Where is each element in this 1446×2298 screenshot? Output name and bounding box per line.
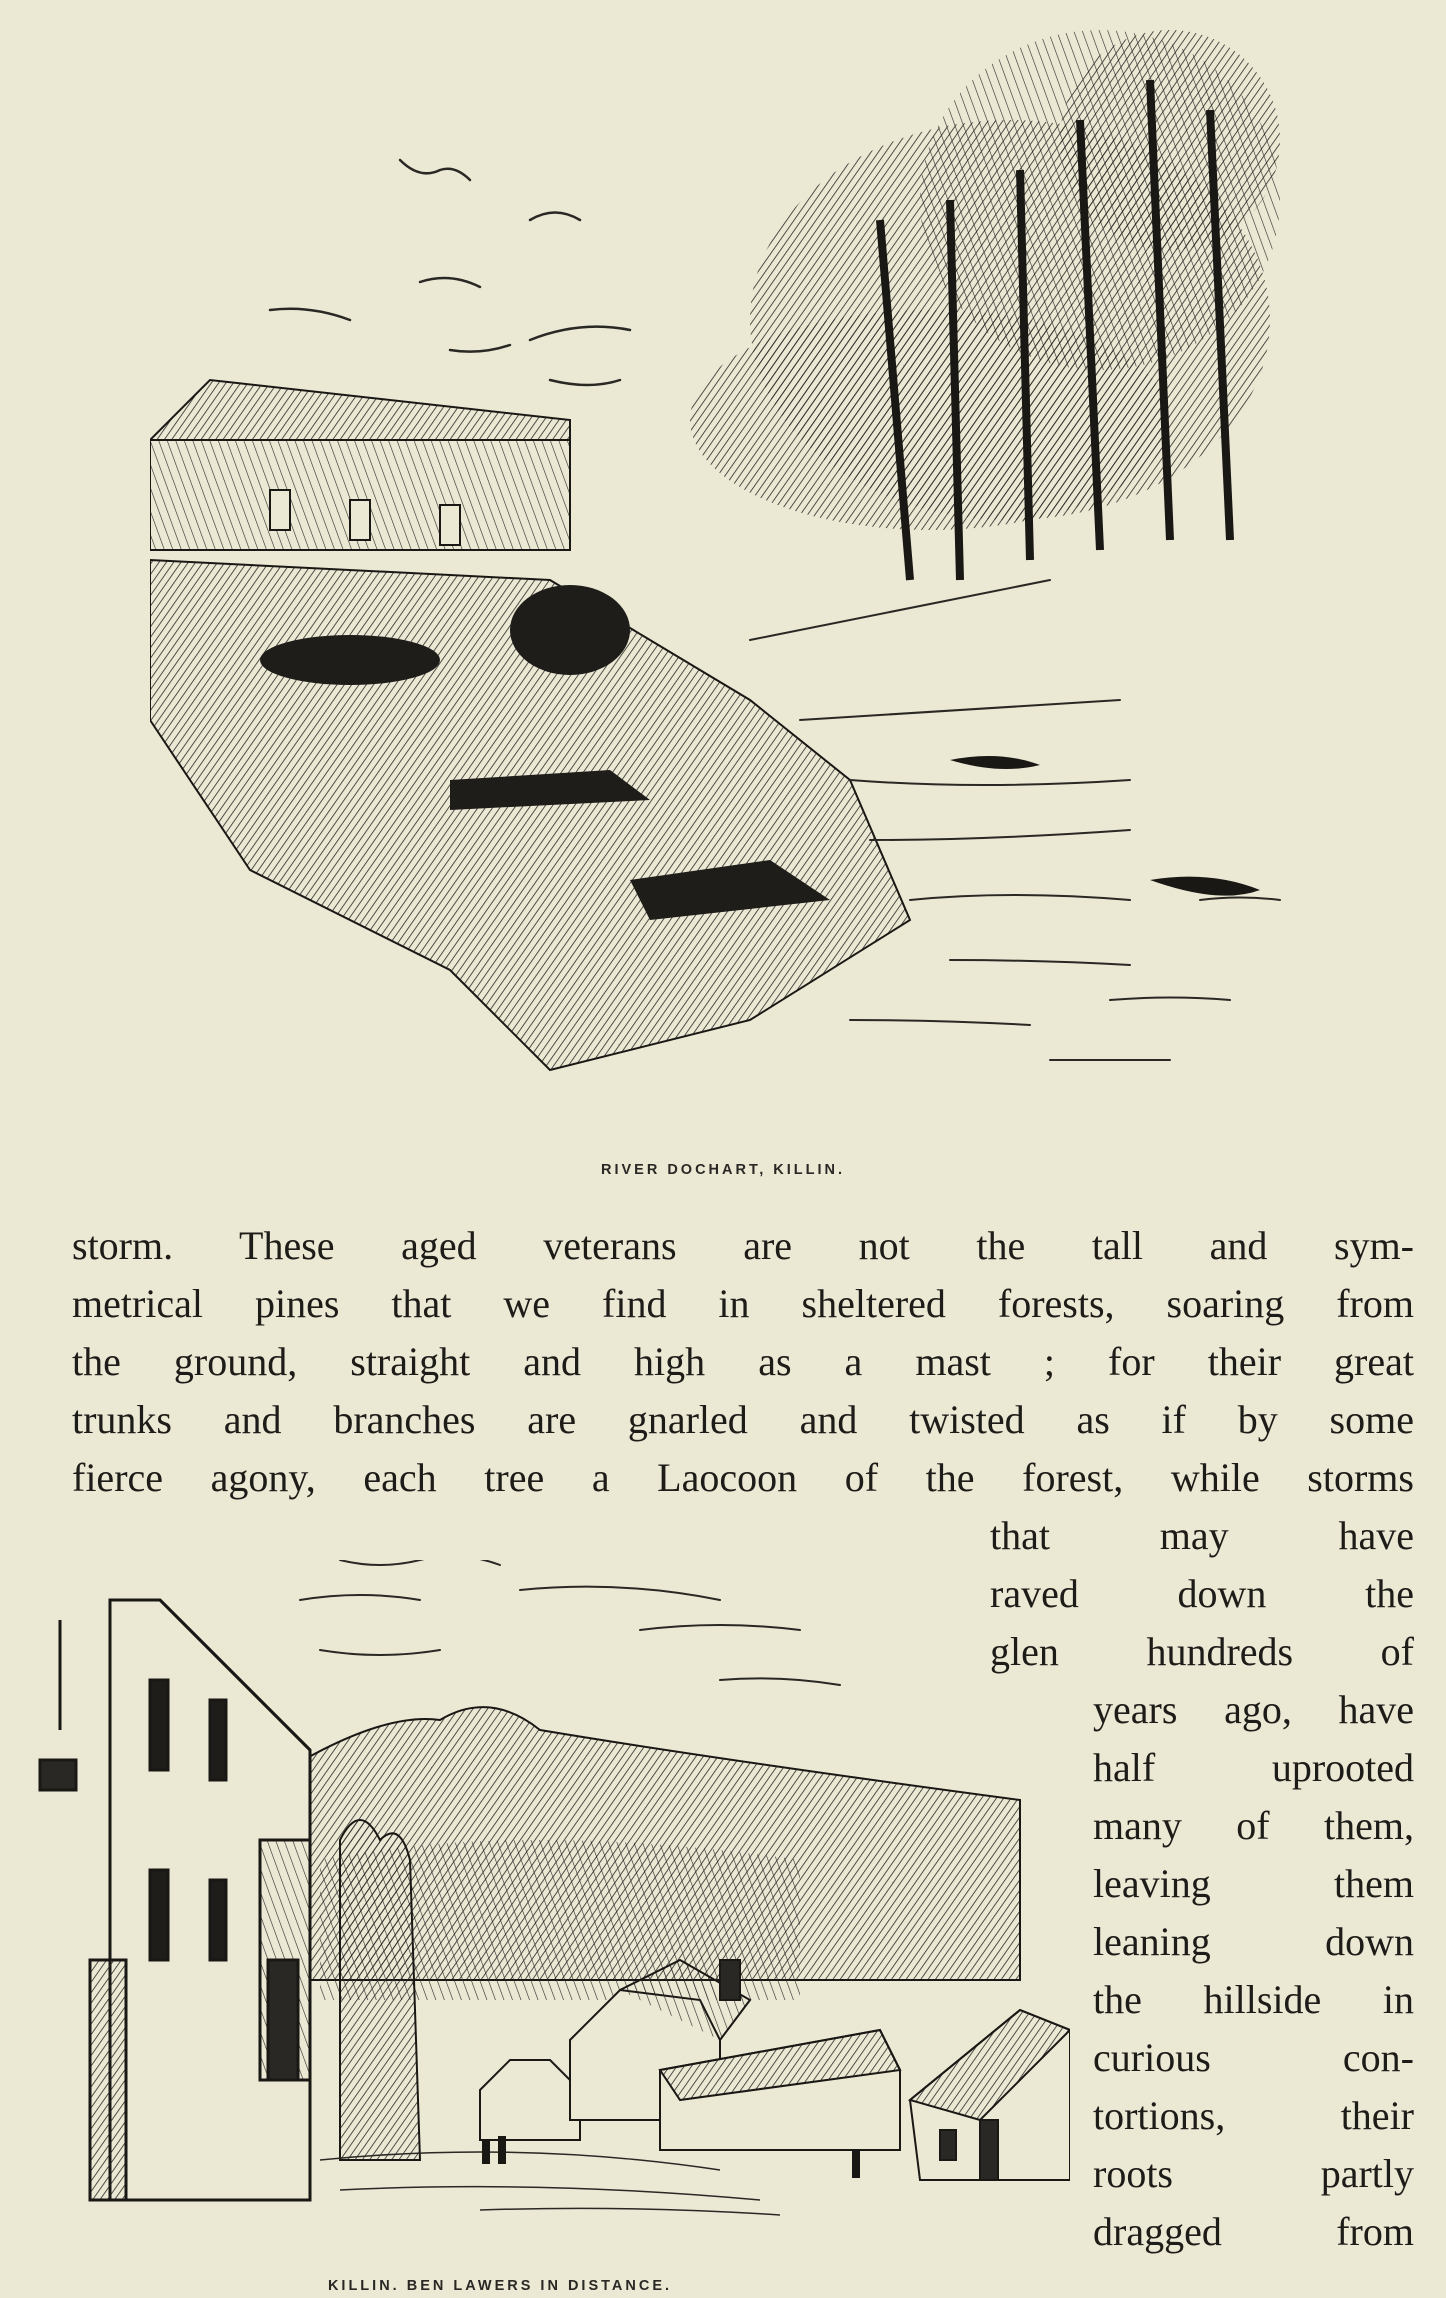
text-line: that may have	[990, 1513, 1414, 1558]
text-line: tortions, their	[1093, 2093, 1414, 2138]
caption-killin-ben-lawers: KILLIN. BEN LAWERS IN DISTANCE.	[327, 2278, 673, 2294]
text-line: storm. These aged veterans are not the tall and sym-	[72, 1223, 1414, 1268]
text-line: fierce agony, each tree a Laocoon of the forest, while storms	[72, 1455, 1414, 1500]
killin-street-illustration	[20, 1560, 1070, 2220]
text-line: the ground, straight and high as a mast ; for their great	[72, 1339, 1414, 1384]
text-line: many of them,	[1093, 1803, 1414, 1848]
text-line: metrical pines that we find in sheltered forests, soaring from	[72, 1281, 1414, 1326]
text-line: raved down the	[990, 1571, 1414, 1616]
text-line: years ago, have	[1093, 1687, 1414, 1732]
caption-river-dochart: RIVER DOCHART, KILLIN.	[600, 1162, 846, 1178]
text-line: leaning down	[1093, 1919, 1414, 1964]
text-line: half uprooted	[1093, 1745, 1414, 1790]
text-line: curious con-	[1093, 2035, 1414, 2080]
text-line: dragged from	[1093, 2209, 1414, 2254]
text-line: glen hundreds of	[990, 1629, 1414, 1674]
text-line: the hillside in	[1093, 1977, 1414, 2022]
text-line: trunks and branches are gnarled and twisted as if by some	[72, 1397, 1414, 1442]
river-dochart-illustration	[150, 20, 1320, 1150]
text-line: leaving them	[1093, 1861, 1414, 1906]
text-line: roots partly	[1093, 2151, 1414, 2196]
